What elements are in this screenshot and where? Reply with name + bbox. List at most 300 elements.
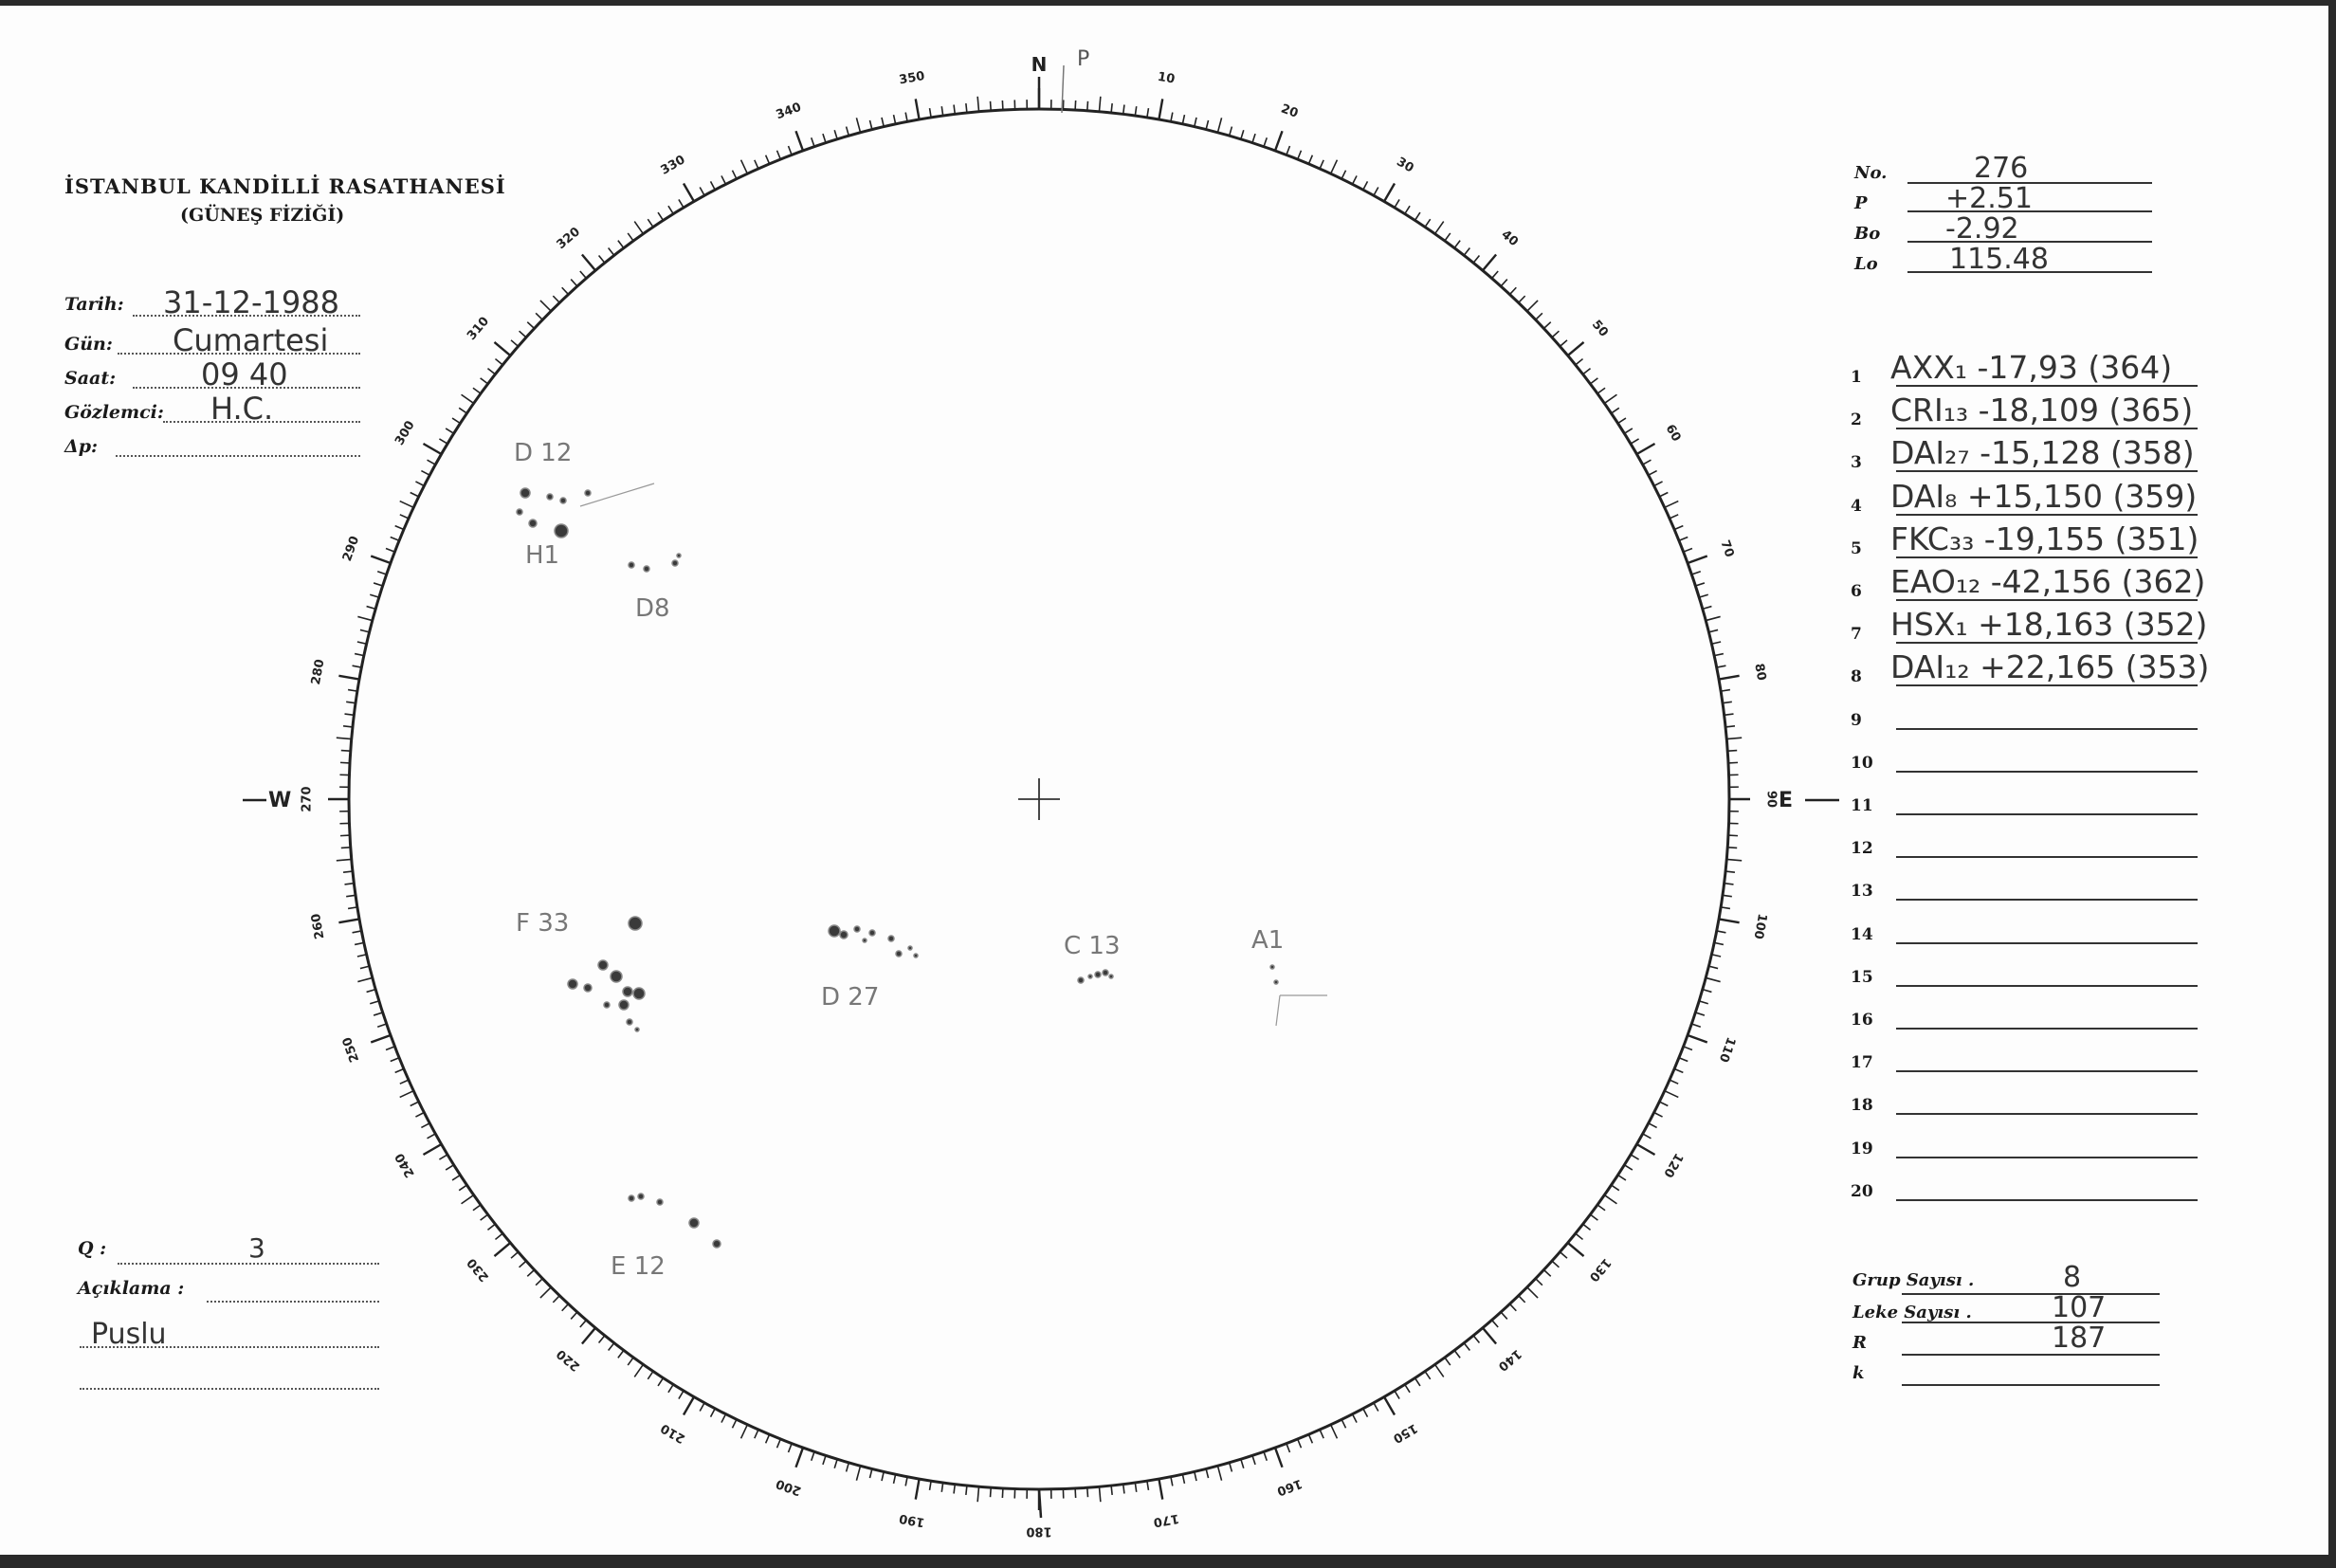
- sunspot: [896, 951, 902, 957]
- sunspot: [1109, 975, 1113, 978]
- group-row-entry: DAI₂₇ -15,128 (358): [1890, 434, 2195, 472]
- degree-tick: [1308, 1434, 1312, 1443]
- sunspot: [629, 1195, 634, 1201]
- sunspot: [547, 494, 553, 500]
- degree-tick: [1287, 1444, 1290, 1452]
- degree-tick: [1473, 1336, 1479, 1343]
- degree-tick: [374, 1012, 383, 1015]
- degree-tick: [400, 1080, 409, 1084]
- degree-tick: [628, 1358, 633, 1365]
- degree-tick: [446, 1165, 453, 1170]
- sunspot: [629, 917, 642, 930]
- group-count-value: 8: [2063, 1261, 2082, 1294]
- degree-tick: [1590, 1214, 1597, 1220]
- degree-tick: [411, 492, 419, 496]
- degree-tick: [338, 676, 359, 680]
- sunspot: [908, 946, 912, 950]
- degree-tick: [869, 1468, 871, 1478]
- degree-tick: [1414, 212, 1419, 220]
- degree-tick: [1206, 120, 1208, 130]
- degree-tick: [345, 714, 355, 715]
- sunspot: [657, 1199, 663, 1205]
- degree-tick: [1353, 1414, 1358, 1423]
- degree-tick: [905, 1477, 907, 1486]
- degree-tick: [391, 538, 399, 541]
- degree-tick: [338, 919, 359, 922]
- degree-tick: [1405, 206, 1410, 213]
- observer-label: Gözlemci:: [64, 402, 164, 423]
- degree-tick: [1560, 1252, 1567, 1259]
- degree-label: 50: [1588, 318, 1611, 340]
- degree-tick: [562, 1304, 569, 1310]
- degree-tick: [481, 1214, 488, 1220]
- r-label: R: [1852, 1333, 1867, 1353]
- degree-tick: [1604, 1195, 1616, 1204]
- degree-tick: [536, 1279, 542, 1285]
- day-label: Gün:: [64, 334, 113, 355]
- degree-tick: [1543, 322, 1550, 329]
- degree-tick: [941, 106, 942, 116]
- degree-tick: [1483, 1328, 1496, 1344]
- degree-tick: [1706, 616, 1720, 620]
- sunspot: [629, 562, 634, 568]
- degree-tick: [340, 835, 350, 836]
- degree-tick: [856, 118, 860, 132]
- degree-label: 320: [554, 225, 583, 253]
- bo-label: Bo: [1854, 224, 1881, 244]
- degree-label: 230: [465, 1255, 493, 1285]
- degree-tick: [1195, 1471, 1196, 1481]
- degree-tick: [1384, 1396, 1395, 1414]
- degree-tick: [658, 1378, 663, 1386]
- degree-tick: [562, 287, 569, 294]
- degree-tick: [1618, 1175, 1626, 1179]
- degree-label: 250: [339, 1034, 363, 1065]
- degree-tick: [1721, 690, 1730, 692]
- degree-tick: [1583, 369, 1591, 374]
- degree-tick: [1576, 359, 1583, 365]
- degree-tick: [882, 118, 884, 127]
- degree-tick: [495, 359, 502, 365]
- group-row-number: 13: [1851, 882, 1873, 902]
- degree-tick: [812, 137, 814, 146]
- group-row-entry: EAO₁₂ -42,156 (362): [1890, 563, 2206, 600]
- degree-tick: [977, 1486, 978, 1502]
- degree-tick: [618, 241, 624, 248]
- degree-tick: [1195, 118, 1196, 127]
- sunspot: [633, 988, 645, 999]
- degree-label: 300: [392, 418, 418, 448]
- degree-tick: [1695, 1012, 1705, 1015]
- time-value: 09 40: [201, 356, 288, 392]
- degree-tick: [634, 222, 643, 234]
- degree-label: 220: [554, 1345, 583, 1374]
- degree-tick: [415, 482, 424, 486]
- degree-label: 150: [1390, 1420, 1420, 1446]
- group-mark-label: D 27: [821, 983, 880, 1012]
- degree-tick: [1492, 1320, 1499, 1327]
- degree-tick: [1217, 1466, 1221, 1480]
- group-axis-line: [580, 483, 654, 506]
- degree-tick: [1708, 966, 1718, 968]
- group-row-number: 14: [1851, 924, 1873, 944]
- degree-tick: [411, 1102, 419, 1105]
- degree-tick: [370, 1001, 379, 1004]
- degree-tick: [1473, 255, 1479, 263]
- degree-tick: [1241, 1459, 1244, 1468]
- degree-tick: [1612, 1185, 1619, 1191]
- degree-tick: [1706, 977, 1720, 981]
- degree-tick: [1552, 331, 1559, 337]
- group-row-entry: DAI₈ +15,150 (359): [1890, 477, 2198, 515]
- sunspot: [604, 1002, 610, 1008]
- degree-tick: [1384, 183, 1395, 201]
- sunspot: [713, 1240, 721, 1248]
- degree-label: 180: [1026, 1523, 1052, 1539]
- sunspot: [644, 566, 649, 572]
- degree-tick: [1688, 556, 1707, 563]
- no-value: 276: [1974, 152, 2029, 185]
- degree-tick: [1721, 907, 1730, 909]
- degree-tick: [1374, 1403, 1378, 1412]
- degree-tick: [628, 233, 633, 241]
- degree-tick: [473, 1205, 481, 1211]
- degree-tick: [423, 444, 441, 454]
- degree-label: 140: [1495, 1345, 1524, 1374]
- group-row-number: 18: [1851, 1096, 1873, 1116]
- degree-tick: [494, 342, 510, 356]
- group-row-number: 9: [1851, 710, 1862, 730]
- degree-tick: [1308, 155, 1312, 164]
- degree-tick: [553, 1296, 559, 1303]
- degree-tick: [991, 1487, 992, 1497]
- degree-tick: [1483, 254, 1496, 270]
- note-value: Puslu: [91, 1318, 167, 1351]
- sunspot: [598, 960, 608, 970]
- degree-tick: [1590, 378, 1597, 384]
- degree-tick: [1543, 1269, 1550, 1276]
- degree-tick: [571, 280, 577, 286]
- degree-tick: [1099, 97, 1100, 112]
- degree-tick: [355, 654, 364, 656]
- degree-tick: [1445, 233, 1451, 241]
- sunspot: [619, 1000, 629, 1010]
- degree-tick: [684, 183, 694, 201]
- degree-label: 260: [308, 912, 328, 940]
- degree-tick: [1717, 931, 1726, 933]
- degree-tick: [371, 1035, 391, 1043]
- degree-tick: [580, 271, 587, 279]
- degree-tick: [679, 199, 684, 208]
- degree-tick: [795, 131, 803, 151]
- degree-tick: [487, 369, 495, 374]
- degree-tick: [1171, 1477, 1173, 1486]
- degree-tick: [395, 1068, 404, 1072]
- sunspot: [623, 987, 632, 996]
- sunspot: [840, 931, 848, 939]
- sunspot: [517, 509, 522, 515]
- degree-tick: [1552, 1261, 1559, 1267]
- degree-tick: [930, 108, 932, 118]
- note-label: Açıklama :: [78, 1278, 185, 1299]
- degree-tick: [400, 501, 414, 508]
- degree-tick: [609, 247, 614, 255]
- degree-tick: [580, 1320, 587, 1327]
- sunspot: [829, 925, 840, 937]
- degree-tick: [741, 1425, 748, 1439]
- degree-tick: [1363, 1409, 1368, 1417]
- degree-tick: [481, 378, 488, 384]
- degree-tick: [1612, 408, 1619, 413]
- degree-tick: [1728, 762, 1738, 763]
- degree-tick: [1264, 1451, 1267, 1460]
- degree-tick: [1654, 1113, 1663, 1118]
- degree-tick: [1320, 1430, 1323, 1438]
- degree-tick: [391, 1058, 399, 1062]
- k-label: k: [1852, 1363, 1865, 1383]
- degree-tick: [395, 526, 404, 530]
- degree-tick: [847, 1463, 849, 1472]
- degree-tick: [700, 188, 704, 196]
- degree-tick: [1395, 199, 1399, 208]
- degree-tick: [1002, 1488, 1003, 1498]
- degree-tick: [343, 871, 353, 872]
- degree-label: 100: [1750, 912, 1770, 940]
- degree-tick: [1695, 583, 1705, 586]
- degree-tick: [1087, 1487, 1088, 1497]
- institution-title: İSTANBUL KANDİLLİ RASATHANESİ: [64, 174, 506, 198]
- sunspot: [854, 926, 860, 932]
- degree-tick: [684, 1396, 694, 1414]
- sunspot: [555, 524, 568, 538]
- department-title: (GÜNEŞ FİZİĞİ): [180, 205, 345, 226]
- sunspot: [635, 1028, 639, 1031]
- degree-tick: [527, 322, 534, 329]
- degree-tick: [1492, 271, 1499, 279]
- degree-label: 20: [1278, 101, 1301, 121]
- degree-tick: [1703, 990, 1712, 993]
- degree-tick: [377, 1024, 386, 1027]
- degree-tick: [1002, 100, 1003, 110]
- degree-tick: [1252, 134, 1255, 143]
- time-label: Saat:: [64, 368, 117, 389]
- group-row-number: 7: [1851, 625, 1862, 645]
- degree-tick: [1691, 1024, 1700, 1027]
- degree-label: 70: [1717, 538, 1737, 560]
- degree-tick: [954, 105, 955, 115]
- degree-label: 190: [898, 1510, 926, 1530]
- degree-tick: [386, 1047, 394, 1050]
- degree-tick: [1674, 1068, 1683, 1072]
- degree-tick: [795, 1448, 803, 1468]
- group-row-number: 12: [1851, 839, 1873, 859]
- degree-tick: [1717, 665, 1726, 667]
- degree-tick: [337, 859, 352, 860]
- group-row-number: 19: [1851, 1139, 1873, 1158]
- degree-label: 330: [658, 153, 688, 178]
- degree-tick: [1665, 1091, 1679, 1098]
- degree-tick: [648, 1372, 653, 1379]
- sunspot: [520, 488, 530, 498]
- group-mark-label: C 13: [1064, 932, 1121, 960]
- degree-label: 10: [1156, 69, 1177, 87]
- degree-tick: [1111, 103, 1112, 113]
- group-row-number: 3: [1851, 453, 1862, 473]
- group-row-number: 20: [1851, 1181, 1873, 1201]
- degree-tick: [1703, 607, 1712, 610]
- degree-tick: [1123, 1485, 1124, 1494]
- day-value: Cumartesi: [173, 322, 329, 358]
- q-label: Q :: [78, 1238, 107, 1259]
- degree-tick: [452, 1175, 460, 1179]
- degree-tick: [966, 103, 967, 113]
- degree-tick: [1454, 1350, 1460, 1358]
- degree-tick: [1649, 1123, 1657, 1128]
- degree-tick: [1659, 492, 1668, 496]
- degree-tick: [1624, 428, 1632, 433]
- degree-tick: [355, 942, 364, 944]
- degree-tick: [1708, 629, 1718, 631]
- degree-tick: [766, 1434, 770, 1443]
- degree-tick: [553, 296, 559, 302]
- degree-tick: [1414, 1378, 1419, 1386]
- degree-tick: [1159, 99, 1162, 119]
- degree-tick: [1714, 654, 1724, 656]
- sunspot: [672, 560, 678, 566]
- degree-tick: [634, 1364, 643, 1377]
- degree-tick: [658, 212, 663, 220]
- degree-tick: [348, 907, 357, 909]
- date-value: 31-12-1988: [163, 284, 339, 320]
- degree-tick: [377, 572, 386, 574]
- lo-label: Lo: [1854, 254, 1878, 274]
- observer-value: H.C.: [210, 391, 274, 427]
- degree-tick: [1435, 1364, 1444, 1377]
- sunspot: [689, 1218, 699, 1228]
- degree-tick: [1298, 151, 1302, 159]
- group-row-number: 10: [1851, 753, 1873, 773]
- degree-tick: [1725, 714, 1734, 715]
- degree-tick: [1519, 1296, 1525, 1303]
- degree-tick: [357, 955, 367, 957]
- spot-count-value: 107: [2052, 1291, 2107, 1324]
- degree-tick: [1147, 1481, 1149, 1490]
- sunspot: [560, 498, 566, 503]
- degree-tick: [609, 1343, 614, 1351]
- degree-tick: [1252, 1455, 1255, 1465]
- degree-tick: [834, 1459, 837, 1468]
- degree-label: 80: [1751, 662, 1769, 683]
- degree-tick: [1679, 538, 1688, 541]
- degree-tick: [1536, 313, 1542, 319]
- degree-label: 280: [308, 658, 328, 686]
- degree-tick: [1075, 1488, 1076, 1498]
- east-label: E: [1779, 789, 1794, 812]
- west-label: W: [268, 789, 292, 812]
- degree-label: 200: [774, 1475, 804, 1499]
- degree-tick: [1341, 1419, 1345, 1428]
- degree-tick: [599, 255, 605, 263]
- degree-tick: [1726, 859, 1742, 860]
- degree-tick: [1670, 1080, 1678, 1084]
- degree-tick: [721, 175, 726, 184]
- degree-tick: [360, 629, 370, 631]
- degree-tick: [582, 1328, 595, 1344]
- degree-tick: [582, 254, 595, 270]
- sunspot: [863, 939, 867, 942]
- degree-label: 290: [339, 534, 363, 564]
- sunspot: [1270, 965, 1274, 969]
- degree-tick: [495, 1233, 502, 1239]
- degree-tick: [1670, 515, 1678, 519]
- group-row-number: 5: [1851, 538, 1862, 558]
- bo-value: -2.92: [1945, 212, 2019, 246]
- degree-tick: [360, 966, 370, 968]
- degree-label: 110: [1715, 1034, 1739, 1065]
- degree-tick: [1699, 1001, 1708, 1004]
- degree-tick: [1699, 594, 1708, 597]
- degree-tick: [679, 1391, 684, 1399]
- degree-tick: [1576, 1233, 1583, 1239]
- degree-tick: [473, 388, 481, 393]
- degree-tick: [462, 1195, 474, 1204]
- sunspot: [1088, 975, 1092, 978]
- degree-tick: [367, 990, 376, 993]
- degree-tick: [540, 301, 551, 311]
- degree-tick: [1631, 1155, 1639, 1159]
- group-row-number: 6: [1851, 582, 1862, 601]
- group-row-entry: HSX₁ +18,163 (352): [1890, 606, 2208, 644]
- degree-tick: [1501, 280, 1507, 286]
- degree-tick: [1241, 130, 1244, 139]
- degree-tick: [374, 583, 383, 586]
- degree-tick: [1631, 439, 1639, 444]
- degree-tick: [1182, 115, 1184, 124]
- degree-tick: [520, 1261, 526, 1267]
- degree-tick: [511, 340, 519, 347]
- degree-tick: [400, 515, 409, 519]
- degree-tick: [1604, 394, 1616, 403]
- p-label: P: [1854, 193, 1868, 213]
- degree-tick: [1536, 1279, 1542, 1285]
- degree-tick: [520, 331, 526, 337]
- sunspot: [611, 971, 622, 982]
- north-label: N: [1031, 53, 1048, 76]
- degree-tick: [421, 1123, 429, 1128]
- degree-tick: [421, 471, 429, 476]
- degree-label: 350: [898, 68, 926, 88]
- degree-tick: [1509, 1304, 1516, 1310]
- p-value: +2.51: [1945, 182, 2033, 215]
- degree-tick: [766, 155, 770, 164]
- degree-tick: [540, 1287, 551, 1298]
- degree-label: 90: [1763, 790, 1779, 809]
- degree-tick: [1674, 526, 1683, 530]
- degree-tick: [1353, 175, 1358, 184]
- degree-tick: [1501, 1312, 1507, 1319]
- degree-tick: [348, 690, 357, 692]
- degree-tick: [1230, 127, 1232, 137]
- degree-tick: [869, 120, 871, 130]
- degree-label: 170: [1152, 1510, 1180, 1530]
- sunspot: [888, 936, 894, 941]
- degree-tick: [1643, 1134, 1652, 1139]
- group-row-number: 16: [1851, 1011, 1873, 1030]
- degree-tick: [755, 160, 758, 169]
- degree-tick: [1597, 1205, 1605, 1211]
- degree-tick: [700, 1403, 704, 1412]
- degree-tick: [1425, 219, 1431, 227]
